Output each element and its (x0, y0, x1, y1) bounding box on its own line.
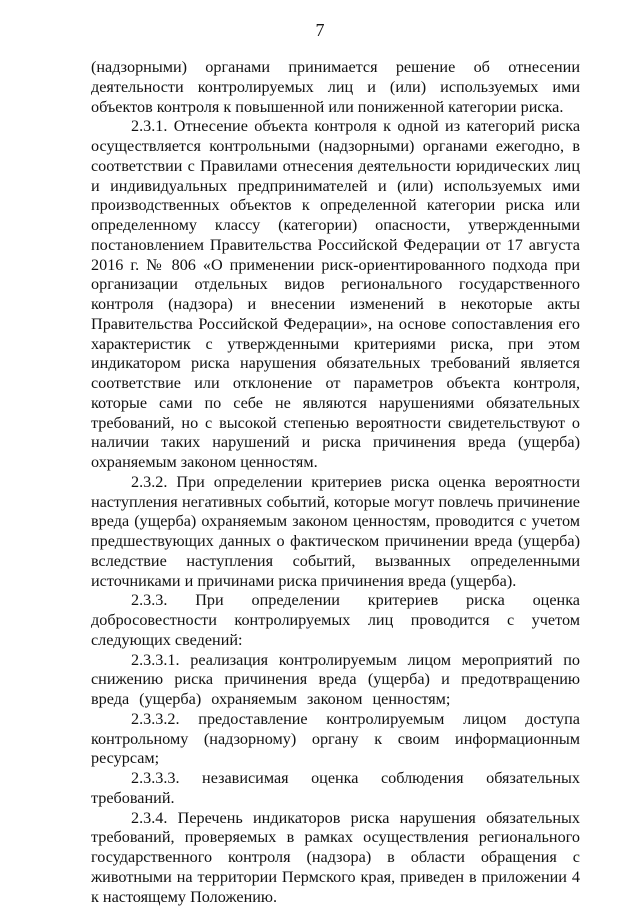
paragraph-2-3-3: 2.3.3. При определении критериев риска оценка добросовестности контролируемых лиц проводится с учетом следующих сведений: (91, 591, 580, 650)
paragraph-2-3-3-1: 2.3.3.1. реализация контролируемым лицом мероприятий по снижению риска причинения вреда (ущерба) и предотвращению вреда (ущерба) охраняемым законом ценностям; (91, 651, 580, 710)
paragraph-2-3-1: 2.3.1. Отнесение объекта контроля к одной из категорий риска осуществляется контрольными (надзорными) органами ежегодно, в соответствии с Правилами отнесения деятельности юридических лиц и индивидуальных предпринимателей и (или) используемых ими производственных объектов к определенной категории риска или определенному классу (категории) опасности, утвержденными постановлением Правительства Российской Федерации от 17 августа 2016 г. № 806 «О применении риск-ориентированного подхода при организации отдельных видов регионального государственного контроля (надзора) и внесении изменений в некоторые акты Правительства Российской Федерации», на основе сопоставления его характеристик с утвержденными критериями риска, при этом индикатором риска нарушения обязательных требований является соответствие или отклонение от параметров объекта контроля, которые сами по себе не являются нарушениями обязательных требований, но с высокой степенью вероятности свидетельствуют о наличии таких нарушений и риска причинения вреда (ущерба) охраняемым законом ценностям. (91, 117, 580, 473)
paragraph-continuation: (надзорными) органами принимается решение об отнесении деятельности контролируемых лиц и (или) используемых ими объектов контроля к повышенной или пониженной категории риска. (91, 58, 580, 117)
paragraph-2-3-2: 2.3.2. При определении критериев риска оценка вероятности наступления негативных событий, которые могут повлечь причинение вреда (ущерба) охраняемым законом ценностям, проводится с учетом предшествующих данных о фактическом причинении вреда (ущерба) вследствие наступления событий, вызванных определенными источниками и причинами риска причинения вреда (ущерба). (91, 473, 580, 592)
paragraph-2-3-3-2: 2.3.3.2. предоставление контролируемым лицом доступа контрольному (надзорному) органу к своим информационным ресурсам; (91, 710, 580, 769)
document-body (91, 58, 580, 907)
paragraph-2-3-4: 2.3.4. Перечень индикаторов риска нарушения обязательных требований, проверяемых в рамках осуществления регионального государственного контроля (надзора) в области обращения с животными на территории Пермского края, приведен в приложении 4 к настоящему Положению. (91, 809, 580, 907)
paragraph-2-3-3-3: 2.3.3.3. независимая оценка соблюдения обязательных требований. (91, 769, 580, 809)
page-number: 7 (0, 20, 640, 41)
